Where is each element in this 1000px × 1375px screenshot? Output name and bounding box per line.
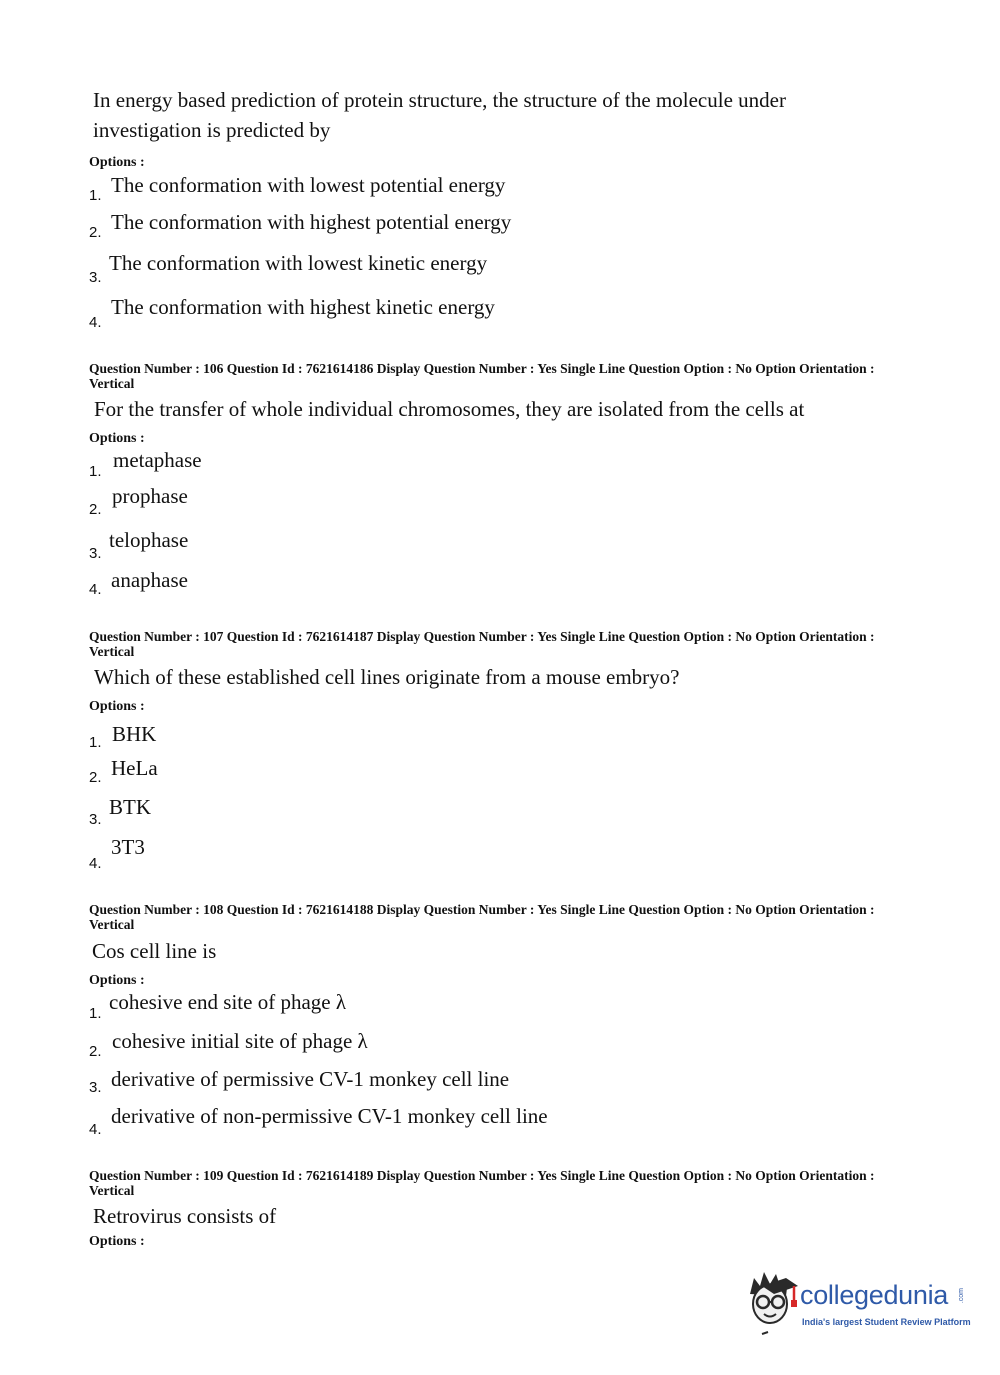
option-text: BHK: [112, 722, 157, 746]
option-number: 1.: [89, 1005, 102, 1022]
option-text: BTK: [109, 795, 151, 819]
question-text: In energy based prediction of protein structure, the structure of the molecule under investigation is predicted by: [93, 88, 786, 142]
option-number: 1.: [89, 187, 102, 204]
option-text: 3T3: [111, 835, 145, 859]
option-number: 4.: [89, 314, 102, 331]
options-label: Options :: [89, 1234, 145, 1249]
question-text: Retrovirus consists of: [93, 1204, 277, 1228]
question-meta: Question Number : 109 Question Id : 7621614189 Display Question Number : Yes Single Line Question Option : No Option Orientation : Vertical: [89, 1168, 875, 1198]
option-text: prophase: [112, 484, 188, 508]
option-text: anaphase: [111, 568, 188, 592]
option-number: 4.: [89, 1121, 102, 1138]
option-number: 4.: [89, 855, 102, 872]
question-text: Which of these established cell lines originate from a mouse embryo?: [94, 665, 680, 689]
option-number: 4.: [89, 581, 102, 598]
option-number: 3.: [89, 1079, 102, 1096]
options-label: Options :: [89, 699, 145, 714]
collegedunia-logo: [742, 1268, 972, 1340]
option-number: 1.: [89, 463, 102, 480]
option-number: 2.: [89, 224, 102, 241]
option-text: The conformation with highest potential energy: [111, 210, 512, 234]
brand-name: collegedunia: [800, 1280, 949, 1310]
option-number: 2.: [89, 1043, 102, 1060]
option-number: 2.: [89, 501, 102, 518]
option-text: derivative of permissive CV-1 monkey cell line: [111, 1067, 510, 1091]
option-text: The conformation with lowest potential energy: [111, 173, 506, 197]
options-label: Options :: [89, 973, 145, 988]
option-text: cohesive end site of phage λ: [109, 990, 347, 1014]
option-number: 1.: [89, 734, 102, 751]
option-number: 3.: [89, 811, 102, 828]
option-number: 2.: [89, 769, 102, 786]
option-text: telophase: [109, 528, 189, 552]
question-meta: Question Number : 106 Question Id : 7621614186 Display Question Number : Yes Single Line Question Option : No Option Orientation : Vertical: [89, 361, 875, 391]
question-meta: Question Number : 107 Question Id : 7621614187 Display Question Number : Yes Single Line Question Option : No Option Orientation : Vertical: [89, 629, 875, 659]
question-text: Cos cell line is: [92, 939, 217, 963]
option-text: The conformation with highest kinetic energy: [111, 295, 495, 319]
option-number: 3.: [89, 545, 102, 562]
question-meta: Question Number : 108 Question Id : 7621614188 Display Question Number : Yes Single Line Question Option : No Option Orientation : Vertical: [89, 902, 875, 932]
options-label: Options :: [89, 155, 145, 170]
option-text: metaphase: [113, 448, 202, 472]
option-text: HeLa: [111, 756, 158, 780]
option-number: 3.: [89, 269, 102, 286]
brand-suffix: .com: [958, 1288, 965, 1304]
brand-tagline: India's largest Student Review Platform: [802, 1317, 971, 1327]
question-text: For the transfer of whole individual chromosomes, they are isolated from the cells at: [94, 397, 805, 421]
mascot-icon: [742, 1268, 800, 1340]
options-label: Options :: [89, 431, 145, 446]
option-text: derivative of non-permissive CV-1 monkey cell line: [111, 1104, 548, 1128]
option-text: The conformation with lowest kinetic energy: [109, 251, 488, 275]
option-text: cohesive initial site of phage λ: [112, 1029, 368, 1053]
